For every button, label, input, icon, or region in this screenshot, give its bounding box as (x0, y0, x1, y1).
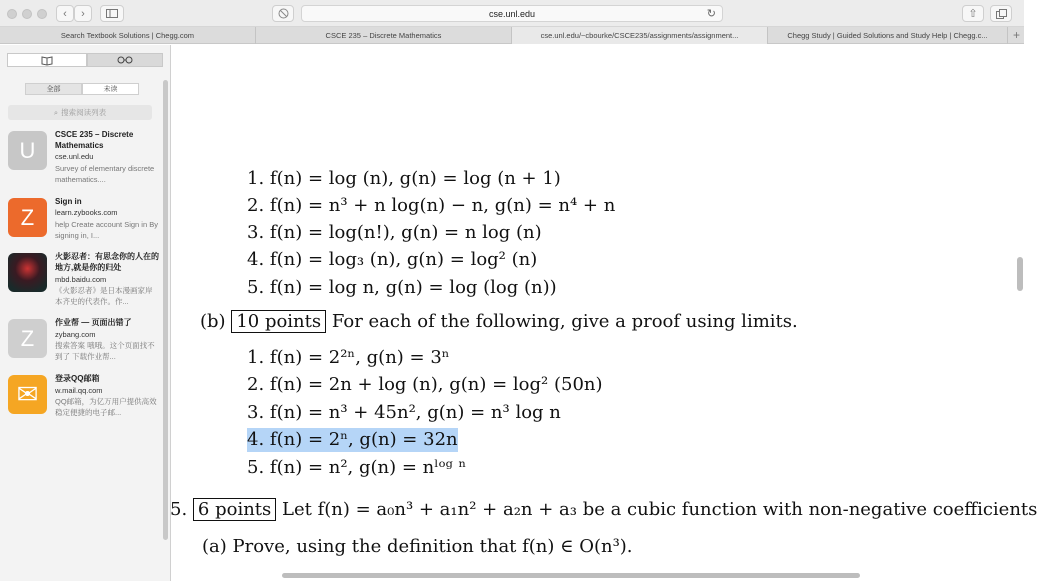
browser-toolbar (0, 0, 1024, 27)
tabs-icon (996, 9, 1007, 19)
item-number: 5. (247, 277, 265, 298)
chevron-left-icon: ‹ (63, 7, 67, 20)
part-a-item (247, 248, 537, 272)
zoom-window-button[interactable] (37, 9, 47, 19)
item-formula: f(n) = n³ + 45n², g(n) = n³ log n (269, 402, 561, 423)
reload-icon[interactable]: ↻ (706, 8, 716, 20)
reading-list-tab[interactable] (87, 53, 163, 67)
reading-list-search[interactable] (8, 105, 152, 120)
item-number: 4. (247, 429, 265, 450)
item-number: 4. (247, 249, 265, 270)
tab-assignment[interactable]: cse.unl.edu/~cbourke/CSCE235/assignments/assignment... (512, 27, 768, 44)
question-5 (170, 498, 1037, 522)
share-icon: ⇧ (968, 8, 978, 20)
item-title: Sign in (55, 197, 82, 206)
site-letter-icon: Z (8, 319, 47, 358)
reading-list-item[interactable] (0, 317, 163, 377)
reading-list-item[interactable] (0, 251, 163, 311)
part-a-item (247, 167, 561, 191)
item-formula: f(n) = log (n), g(n) = log (n + 1) (269, 168, 561, 189)
naruto-thumbnail-icon (8, 253, 47, 292)
tab-chegg-study[interactable]: Chegg Study | Guided Solutions and Study Help | Chegg.c... (768, 27, 1008, 44)
book-icon (41, 56, 53, 65)
tab-csce235[interactable]: CSCE 235 – Discrete Mathematics (256, 27, 512, 44)
part-b-heading (200, 310, 798, 334)
item-formula: f(n) = log₃ (n), g(n) = log² (n) (269, 249, 538, 270)
part-b-item (247, 346, 450, 370)
question-text: Let f(n) = a₀n³ + a₁n² + a₂n + a₃ be a cubic function with non-negative coefficients (282, 499, 1037, 520)
reading-list-item[interactable] (0, 129, 163, 189)
share-button[interactable] (962, 5, 984, 22)
part-a-item (247, 221, 542, 245)
filter-unread[interactable]: 未读 (82, 83, 139, 95)
item-number: 3. (247, 402, 265, 423)
glasses-icon (117, 56, 133, 64)
item-number: 3. (247, 222, 265, 243)
item-site: mbd.baidu.com (55, 275, 107, 284)
item-title: CSCE 235 – Discrete Mathematics (55, 130, 134, 150)
chevron-right-icon: › (81, 7, 85, 20)
item-number: 2. (247, 195, 265, 216)
url-text: cse.unl.edu (488, 8, 536, 19)
tab-bar (0, 27, 1024, 44)
part-a-item (247, 276, 557, 300)
item-formula: f(n) = n², g(n) = nˡᵒᵍ ⁿ (269, 457, 467, 478)
search-icon: ⌕ (53, 107, 59, 117)
sidebar-toggle-button[interactable] (100, 5, 124, 22)
forward-button[interactable] (74, 5, 92, 22)
search-placeholder: 搜索阅读列表 (61, 108, 107, 117)
item-site: cse.unl.edu (55, 152, 94, 161)
part-b-item (247, 373, 603, 397)
sidebar-icon (106, 9, 118, 18)
horizontal-scrollbar[interactable] (282, 573, 860, 578)
item-formula: f(n) = 2ⁿ, g(n) = 32n (269, 429, 458, 450)
question-number: 5. (170, 499, 188, 520)
item-number: 5. (247, 457, 265, 478)
points-box: 10 points (231, 310, 326, 333)
item-formula: f(n) = 2n + log (n), g(n) = log² (50n) (269, 374, 603, 395)
privacy-button[interactable] (272, 5, 294, 22)
mail-icon: ✉ (8, 375, 47, 414)
new-tab-button[interactable]: + (1012, 28, 1020, 42)
bookmarks-tab[interactable] (7, 53, 87, 67)
item-site: w.mail.qq.com (55, 386, 103, 395)
item-desc: Survey of elementary discrete mathematics.... (55, 164, 155, 184)
item-formula: f(n) = log n, g(n) = log (log (n)) (269, 277, 557, 298)
site-letter-icon: Z (8, 198, 47, 237)
item-title: 登录QQ邮箱 (55, 374, 100, 383)
question-5-part-a: (a) Prove, using the definition that f(n) ∈ O(n³). (202, 536, 633, 557)
reading-list-item[interactable] (0, 373, 163, 433)
site-letter-icon: U (8, 131, 47, 170)
tab-chegg-search[interactable]: Search Textbook Solutions | Chegg.com (0, 27, 256, 44)
item-site: learn.zybooks.com (55, 208, 118, 217)
close-window-button[interactable] (7, 9, 17, 19)
item-formula: f(n) = 2²ⁿ, g(n) = 3ⁿ (269, 347, 450, 368)
address-bar[interactable] (301, 5, 723, 22)
back-button[interactable] (56, 5, 74, 22)
part-b-item (247, 456, 466, 480)
item-desc: 《火影忍者》是日本漫画家岸本齐史的代表作。作... (55, 286, 153, 306)
part-b-instructions: For each of the following, give a proof using limits. (331, 311, 798, 332)
item-desc: QQ邮箱，为亿万用户提供高效稳定便捷的电子邮... (55, 397, 157, 417)
item-title: 火影忍者：有思念你的人在的地方,就是你的归处 (55, 252, 159, 272)
part-b-item-selected[interactable] (247, 428, 458, 452)
item-formula: f(n) = log(n!), g(n) = n log (n) (269, 222, 542, 243)
item-number: 1. (247, 347, 265, 368)
sidebar-scrollbar[interactable] (163, 80, 168, 540)
item-desc: 搜索答案 哦哦。这个页面找不到了 下载作业帮... (55, 341, 155, 361)
vertical-scrollbar[interactable] (1017, 257, 1023, 291)
shield-icon (278, 8, 289, 19)
part-b-item (247, 401, 561, 425)
item-number: 1. (247, 168, 265, 189)
item-title: 作业帮 — 页面出错了 (55, 318, 132, 327)
part-b-label: (b) (200, 311, 226, 332)
filter-all[interactable]: 全部 (25, 83, 82, 95)
item-formula: f(n) = n³ + n log(n) − n, g(n) = n⁴ + n (269, 195, 616, 216)
reading-list-sidebar (0, 45, 171, 581)
item-number: 2. (247, 374, 265, 395)
item-site: zybang.com (55, 330, 96, 339)
points-box: 6 points (193, 498, 276, 521)
minimize-window-button[interactable] (22, 9, 32, 19)
show-tabs-button[interactable] (990, 5, 1012, 22)
part-a-item (247, 194, 615, 218)
reading-list-item[interactable] (0, 196, 163, 256)
document-content (170, 45, 1037, 581)
item-desc: help Create account Sign in By signing in, I... (55, 220, 158, 240)
